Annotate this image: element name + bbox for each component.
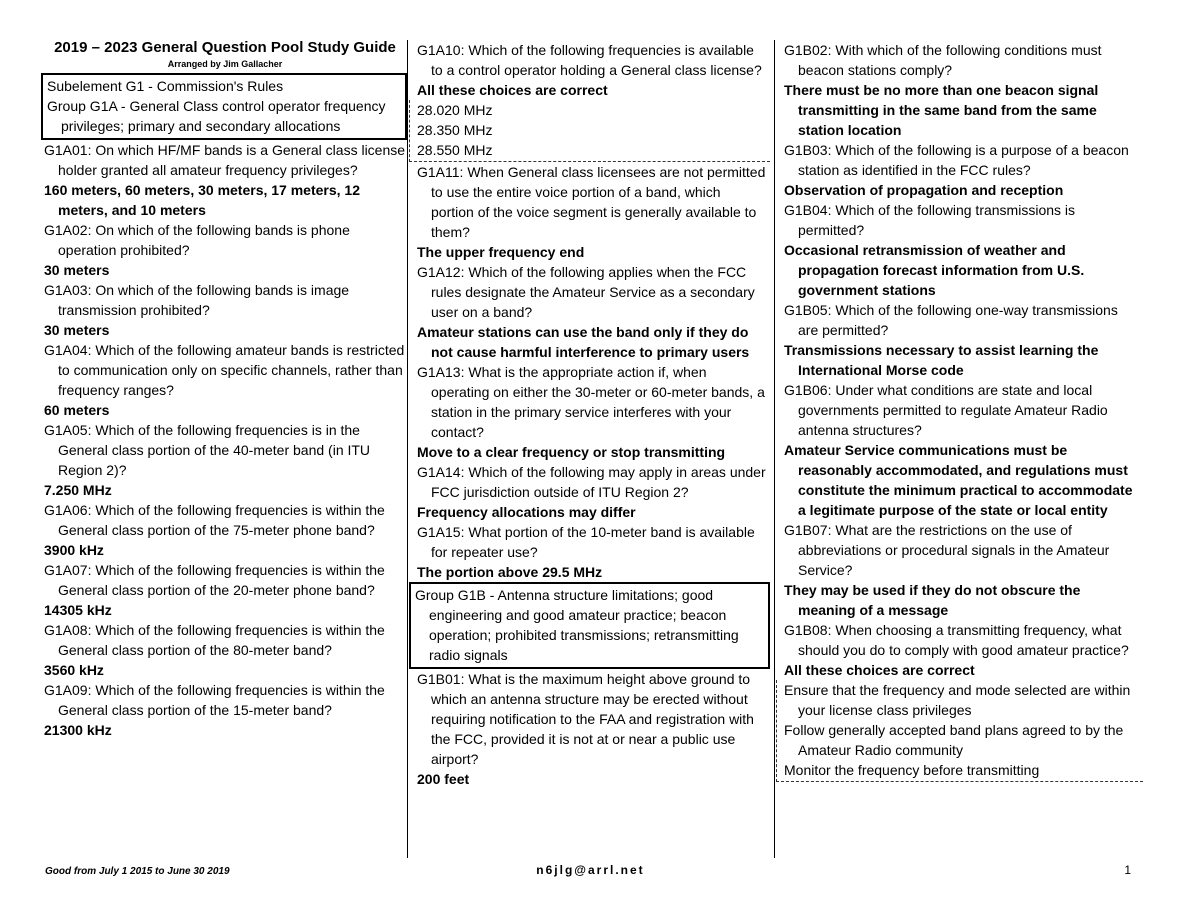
question-text: G1A03: On which of the following bands is image transmission prohibited?	[44, 282, 350, 318]
answer-text: Amateur stations can use the band only if they do not cause harmful interference to primary users	[417, 324, 750, 360]
question-text: G1A01: On which HF/MF bands is a General class license holder granted all amateur frequency privileges?	[44, 142, 406, 178]
answer-text: 21300 kHz	[44, 722, 112, 738]
column-1	[44, 36, 406, 740]
question-text: G1B07: What are the restrictions on the use of abbreviations or procedural signals in the Amateur Service?	[784, 522, 1110, 578]
question-text: G1A08: Which of the following frequencies is within the General class portion of the 80-meter band?	[44, 622, 385, 658]
distractor-answer-text: 28.350 MHz	[417, 122, 493, 138]
question-text: G1B01: What is the maximum height above ground to which an antenna structure may be erected without requiring notification to the FAA and registration with the FCC, provided it is not at or near a public use airport?	[417, 671, 754, 767]
column-3	[784, 40, 1140, 782]
answer-text: Amateur Service communications must be reasonably accommodated, and regulations must constitute the minimum practical to accommodate a legitimate purpose of the state or local entity	[784, 442, 1133, 518]
answer-text: Frequency allocations may differ	[417, 504, 636, 520]
distractor-answer-text: 28.020 MHz	[417, 102, 493, 118]
question-text: G1A04: Which of the following amateur bands is restricted to communication only on specific channels, rather than frequency ranges?	[44, 342, 405, 398]
answer-text: 3900 kHz	[44, 542, 104, 558]
question-text: G1B03: Which of the following is a purpose of a beacon station as identified in the FCC rules?	[784, 142, 1129, 178]
answer-text: There must be no more than one beacon signal transmitting in the same band from the same station location	[784, 82, 1099, 138]
section-header-text: Group G1B - Antenna structure limitations; good engineering and good amateur practice; beacon operation; prohibited transmissions; retransmitting radio signals	[415, 587, 739, 663]
column-2	[417, 40, 767, 789]
answer-text: All these choices are correct	[417, 82, 608, 98]
section-header-box	[41, 73, 407, 140]
section-header-box	[409, 582, 770, 669]
column-divider-1	[407, 40, 408, 858]
answer-text: 7.250 MHz	[44, 482, 112, 498]
answer-text: 30 meters	[44, 322, 110, 338]
section-header-text: Group G1A - General Class control operator frequency privileges; primary and secondary allocations	[47, 98, 386, 134]
answer-text: Transmissions necessary to assist learning the International Morse code	[784, 342, 1099, 378]
question-text: G1A13: What is the appropriate action if, when operating on either the 30-meter or 60-meter bands, a station in the primary service interferes with your contact?	[417, 364, 765, 440]
question-text: G1A14: Which of the following may apply in areas under FCC jurisdiction outside of ITU Region 2?	[417, 464, 766, 500]
question-text: G1B04: Which of the following transmissions is permitted?	[784, 202, 1076, 238]
answer-text: Occasional retransmission of weather and propagation forecast information from U.S. government stations	[784, 242, 1085, 298]
question-text: G1B02: With which of the following conditions must beacon stations comply?	[784, 42, 1102, 78]
question-text: G1A05: Which of the following frequencies is in the General class portion of the 40-meter band (in ITU Region 2)?	[44, 422, 371, 478]
page-title: 2019 – 2023 General Question Pool Study Guide	[54, 39, 396, 56]
question-text: G1B08: When choosing a transmitting frequency, what should you do to comply with good amateur practice?	[784, 622, 1129, 658]
question-text: G1A12: Which of the following applies when the FCC rules designate the Amateur Service as a secondary user on a band?	[417, 264, 755, 320]
page-number: 1	[1124, 863, 1131, 877]
answer-text: 14305 kHz	[44, 602, 112, 618]
question-text: G1B06: Under what conditions are state and local governments permitted to regulate Amateur Radio antenna structures?	[784, 382, 1108, 438]
answer-text: 30 meters	[44, 262, 110, 278]
answer-text: They may be used if they do not obscure the meaning of a message	[784, 582, 1081, 618]
question-text: G1A09: Which of the following frequencies is within the General class portion of the 15-meter band?	[44, 682, 385, 718]
column-1-blocks	[44, 73, 406, 740]
question-text: G1A07: Which of the following frequencies is within the General class portion of the 20-meter phone band?	[44, 562, 385, 598]
distractor-answer-text: Follow generally accepted band plans agreed to by the Amateur Radio community	[784, 722, 1124, 758]
question-text: G1A10: Which of the following frequencies is available to a control operator holding a General class license?	[417, 42, 762, 78]
answer-text: 160 meters, 60 meters, 30 meters, 17 meters, 12 meters, and 10 meters	[44, 182, 360, 218]
answer-text: 3560 kHz	[44, 662, 104, 678]
question-text: G1A15: What portion of the 10-meter band is available for repeater use?	[417, 524, 755, 560]
question-text: G1A06: Which of the following frequencies is within the General class portion of the 75-meter phone band?	[44, 502, 385, 538]
column-3-blocks	[784, 40, 1140, 782]
section-header-text: Subelement G1 - Commission's Rules	[47, 78, 284, 94]
answer-text: The portion above 29.5 MHz	[417, 564, 603, 580]
answer-text: 200 feet	[417, 771, 470, 787]
distractor-answers-group	[776, 680, 1143, 782]
footer-validity-note: Good from July 1 2015 to June 30 2019	[45, 866, 230, 877]
question-text: G1A11: When General class licensees are not permitted to use the entire voice portion of a band, which portion of the voice segment is generally available to them?	[417, 164, 766, 240]
page-subtitle: Arranged by Jim Gallacher	[167, 59, 283, 69]
distractor-answer-text: Monitor the frequency before transmitting	[784, 762, 1040, 778]
column-2-blocks	[417, 40, 767, 789]
distractor-answer-text: Ensure that the frequency and mode selected are within your license class privileges	[784, 682, 1131, 718]
distractor-answer-text: 28.550 MHz	[417, 142, 493, 158]
answer-text: The upper frequency end	[417, 244, 585, 260]
question-text: G1A02: On which of the following bands is phone operation prohibited?	[44, 222, 350, 258]
answer-text: 60 meters	[44, 402, 110, 418]
answer-text: All these choices are correct	[784, 662, 975, 678]
answer-text: Observation of propagation and reception	[784, 182, 1064, 198]
distractor-answers-group	[409, 100, 770, 162]
question-text: G1B05: Which of the following one-way transmissions are permitted?	[784, 302, 1118, 338]
footer-email: n6jlg@arrl.net	[536, 863, 645, 877]
answer-text: Move to a clear frequency or stop transmitting	[417, 444, 726, 460]
column-divider-2	[774, 40, 775, 858]
